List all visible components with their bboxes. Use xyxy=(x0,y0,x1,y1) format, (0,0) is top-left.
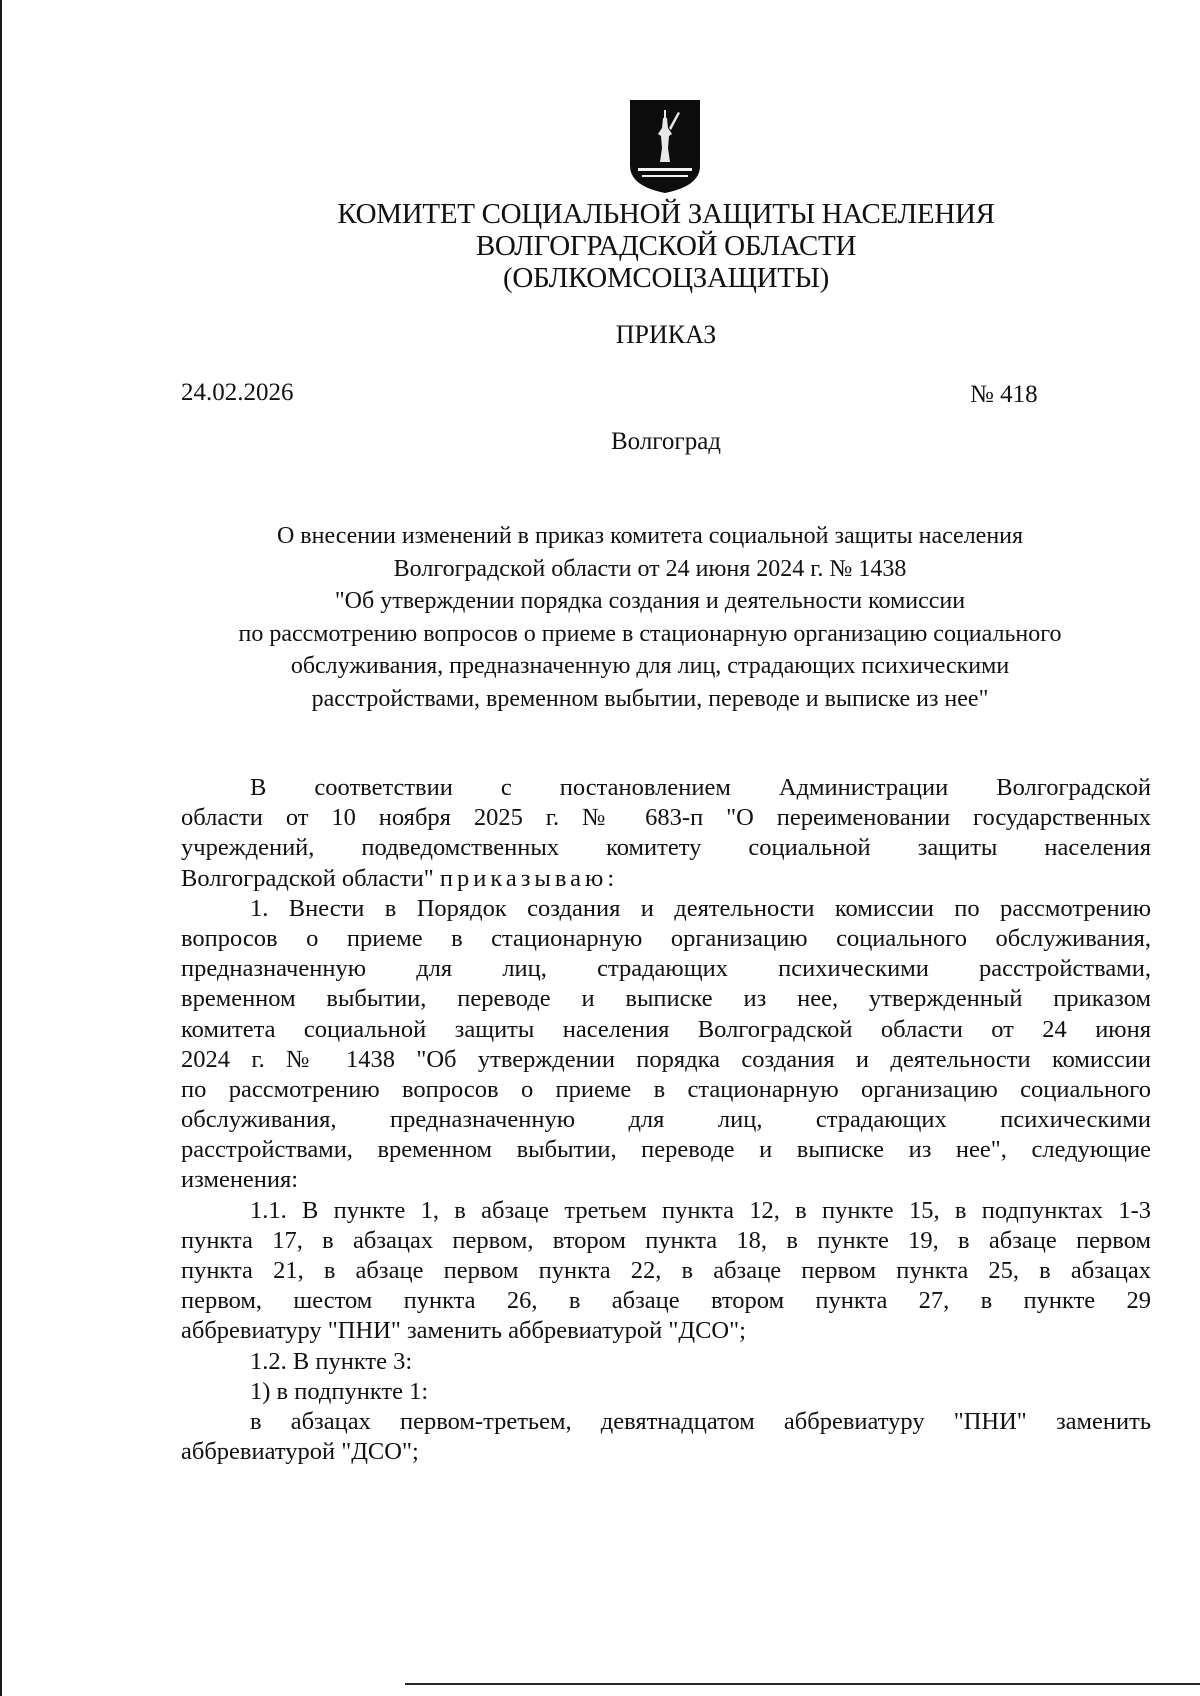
item-1-1-line: пункта 17, в абзацах первом, втором пункта 18, в пункте 19, в абзаце первом xyxy=(181,1226,1151,1254)
item-1-line: комитета социальной защиты населения Волгоградской области от 24 июня xyxy=(181,1015,1151,1043)
subject-line: расстройствами, временном выбытии, переводе и выписке из нее" xyxy=(311,685,989,712)
subject-line: по рассмотрению вопросов о приеме в стационарную организацию социального xyxy=(238,620,1062,647)
order-number: № 418 xyxy=(970,381,1038,408)
item-1-line: расстройствами, временном выбытии, переводе и выписке из нее", следующие xyxy=(181,1136,1151,1164)
item-1-2-text-line: аббревиатурой "ДСО"; xyxy=(181,1438,419,1466)
scan-edge xyxy=(0,0,2,1696)
document-title: ПРИКАЗ xyxy=(615,320,717,349)
item-1-1-line: пункта 21, в абзаце первом пункта 22, в абзаце первом пункта 25, в абзацах xyxy=(181,1257,1151,1284)
coat-of-arms-emblem xyxy=(628,98,702,194)
preamble-end: Волгоградской области" xyxy=(181,864,434,892)
volgograd-emblem-icon xyxy=(628,98,702,194)
item-1-line: по рассмотрению вопросов о приеме в стационарную организацию социального xyxy=(181,1075,1151,1103)
item-1-1-line: первом, шестом пункта 26, в абзаце втором пункта 27, в пункте 29 xyxy=(181,1287,1151,1315)
subject-line: "Об утверждении порядка создания и деятельности комиссии xyxy=(334,588,966,615)
issuer-name-line-2: ВОЛГОГРАДСКОЙ ОБЛАСТИ xyxy=(475,230,857,262)
preamble-final-line xyxy=(181,864,1151,894)
issuer-abbreviation: (ОБЛКОМСОЦЗАЩИТЫ) xyxy=(502,262,829,294)
item-1-line: 1. Внести в Порядок создания и деятельности комиссии по рассмотрению xyxy=(250,894,1151,922)
preamble-line: учреждений, подведомственных комитету социальной защиты населения xyxy=(181,834,1151,862)
order-city: Волгоград xyxy=(610,428,722,455)
item-1-1-line: 1.1. В пункте 1, в абзаце третьем пункта 12, в пункте 15, в подпунктах 1-3 xyxy=(250,1196,1151,1224)
page-bottom-rule xyxy=(405,1683,1200,1685)
subject-line: Волгоградской области от 24 июня 2024 г. № 1438 xyxy=(393,555,907,582)
issuer-header xyxy=(200,198,1132,294)
subject-line: О внесении изменений в приказ комитета социальной защиты населения xyxy=(276,523,1024,549)
preamble-line: области от 10 ноября 2025 г. № 683-п "О переименовании государственных xyxy=(181,804,1151,832)
preamble-line: В соответствии с постановлением Администрации Волгоградской xyxy=(250,774,1151,801)
item-1-2-text-line: в абзацах первом-третьем, девятнадцатом аббревиатуру "ПНИ" заменить xyxy=(250,1407,1151,1435)
order-body xyxy=(181,773,1151,1467)
order-date: 24.02.2026 xyxy=(181,379,294,406)
item-1-2-heading: 1.2. В пункте 3: xyxy=(250,1347,413,1375)
item-1-line: временном выбытии, переводе и выписке из нее, утвержденный приказом xyxy=(181,985,1151,1013)
item-1-2-subitem-1: 1) в подпункте 1: xyxy=(250,1377,429,1405)
item-1-line: обслуживания, предназначенную для лиц, страдающих психическими xyxy=(181,1106,1151,1134)
order-word: приказываю: xyxy=(439,864,619,892)
item-1-line: вопросов о приеме в стационарную организацию социального обслуживания, xyxy=(181,924,1151,952)
subject-line: обслуживания, предназначенную для лиц, страдающих психическими xyxy=(290,653,1010,680)
item-1-line: изменения: xyxy=(181,1166,299,1194)
item-1-line: предназначенную для лиц, страдающих психическими расстройствами, xyxy=(181,955,1151,983)
item-1-line: 2024 г. № 1438 "Об утверждении порядка создания и деятельности комиссии xyxy=(181,1045,1151,1073)
issuer-name-line-1: КОМИТЕТ СОЦИАЛЬНОЙ ЗАЩИТЫ НАСЕЛЕНИЯ xyxy=(337,198,995,230)
item-1-1-line: аббревиатуру "ПНИ" заменить аббревиатурой "ДСО"; xyxy=(181,1317,746,1345)
order-subject xyxy=(170,520,1130,716)
